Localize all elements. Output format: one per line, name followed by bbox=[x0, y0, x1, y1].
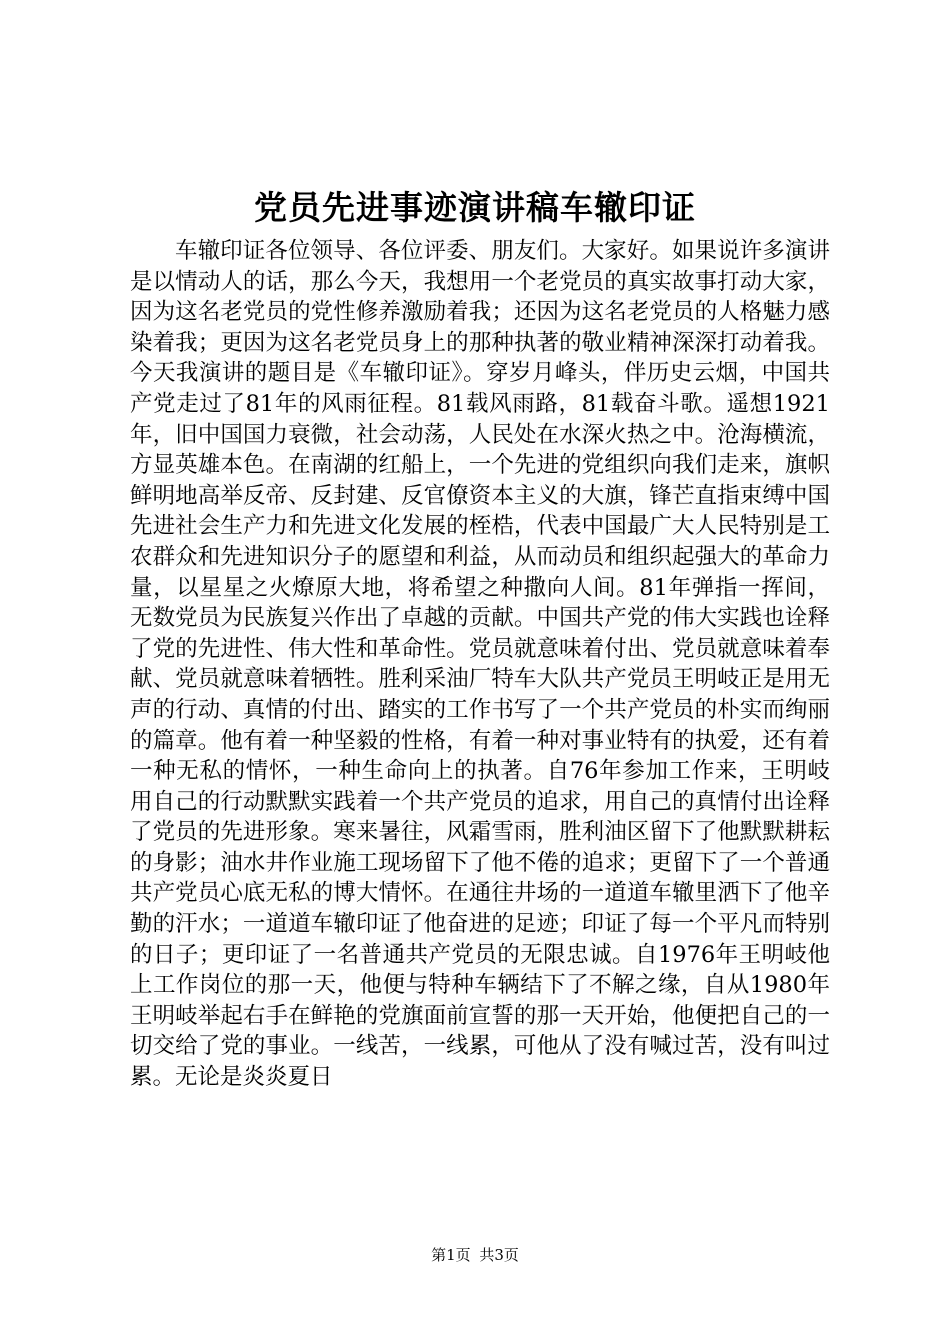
page-footer bbox=[0, 1245, 950, 1265]
page-total: 共3页 bbox=[479, 1246, 519, 1264]
page-number: 第1页 bbox=[431, 1246, 471, 1264]
body-paragraph: 车辙印证各位领导、各位评委、朋友们。大家好。如果说许多演讲是以情动人的话，那么今天，我想用一个老党员的真实故事打动大家，因为这名老党员的党性修养激励着我；还因为这名老党员的人格魅力感染着我；更因为这名老党员身上的那种执著的敬业精神深深打动着我。今天我演讲的题目是《车辙印证》。穿岁月峰头，伴历史云烟，中国共产党走过了81年的风雨征程。81载风雨路，81载奋斗歌。遥想1921年，旧中国国力衰微，社会动荡，人民处在水深火热之中。沧海横流，方显英雄本色。在南湖的红船上，一个先进的党组织向我们走来，旗帜鲜明地高举反帝、反封建、反官僚资本主义的大旗，锋芒直指束缚中国先进社会生产力和先进文化发展的桎梏，代表中国最广大人民特别是工农群众和先进知识分子的愿望和利益，从而动员和组织起强大的革命力量，以星星之火燎原大地，将希望之种撒向人间。81年弹指一挥间，无数党员为民族复兴作出了卓越的贡献。中国共产党的伟大实践也诠释了党的先进性、伟大性和革命性。党员就意味着付出、党员就意味着奉献、党员就意味着牺牲。胜利采油厂特车大队共产党员王明岐正是用无声的行动、真情的付出、踏实的工作书写了一个共产党员的朴实而绚丽的篇章。他有着一种坚毅的性格，有着一种对事业特有的执爱，还有着一种无私的情怀，一种生命向上的执著。自76年参加工作来，王明岐用自己的行动默默实践着一个共产党员的追求，用自己的真情付出诠释了党员的先进形象。寒来暑往，风霜雪雨，胜利油区留下了他默默耕耘的身影；油水井作业施工现场留下了他不倦的追求；更留下了一个普通共产党员心底无私的博大情怀。在通往井场的一道道车辙里洒下了他辛勤的汗水；一道道车辙印证了他奋进的足迹；印证了每一个平凡而特别的日子；更印证了一名普通共产党员的无限忠诚。自1976年王明岐他上工作岗位的那一天，他便与特种车辆结下了不解之缘，自从1980年王明岐举起右手在鲜艳的党旗面前宣誓的那一天开始，他便把自己的一切交给了党的事业。一线苦，一线累，可他从了没有喊过苦，没有叫过累。无论是炎炎夏日 bbox=[130, 238, 830, 1091]
page-title: 党员先进事迹演讲稿车辙印证 bbox=[254, 188, 696, 227]
